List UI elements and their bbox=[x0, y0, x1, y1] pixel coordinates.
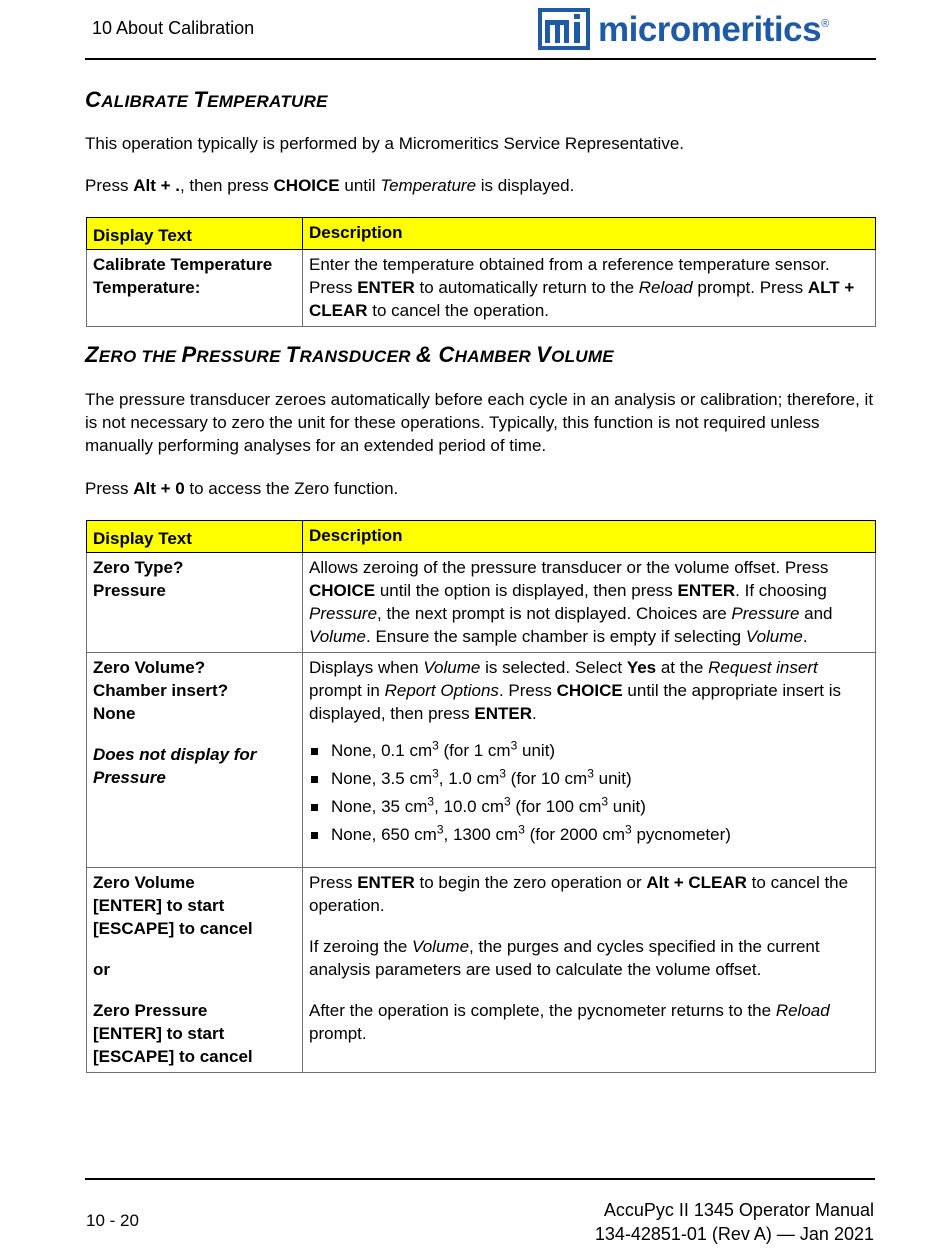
display-text-cell: Zero Type? Pressure bbox=[87, 553, 303, 653]
description-cell: Allows zeroing of the pressure transducer or the volume offset. Press CHOICE until the option is displayed, then press ENTER. If choosing Pressure, the next prompt is not displayed. Choices are Pressure and Volume. Ensure the sample chamber is empty if selecting Volume. bbox=[303, 553, 876, 653]
list-item: None, 650 $cm^3$, 1300 $cm^3$ (for 2000 $cm^3$ pycnometer) bbox=[309, 823, 869, 846]
section-title-zero-pressure-transducer: ZERO THE PRESSURE TRANSDUCER & CHAMBER VOLUME bbox=[85, 342, 614, 367]
table-row bbox=[87, 553, 876, 653]
list-item: None, 3.5 $cm^3$, 1.0 $cm^3$ (for 10 $cm^3$ unit) bbox=[309, 767, 869, 790]
header-description: Description bbox=[303, 521, 876, 553]
section-title-calibrate-temperature: CALIBRATE TEMPERATURE bbox=[85, 87, 328, 112]
registered-mark: ® bbox=[821, 18, 829, 30]
table-header-row bbox=[87, 521, 876, 553]
display-text-cell: Zero Volume? Chamber insert? None Does not display for Pressure bbox=[87, 653, 303, 868]
description-cell: Press ENTER to begin the zero operation or Alt + CLEAR to cancel the operation. If zeroing the Volume, the purges and cycles specified in the current analysis parameters are used to calculate the volume offset. After the operation is complete, the pycnometer returns to the Reload prompt. bbox=[303, 868, 876, 1073]
list-item: None, 35 $cm^3$, 10.0 $cm^3$ (for 100 $cm^3$ unit) bbox=[309, 795, 869, 818]
zero-function-table bbox=[86, 520, 876, 1073]
header-description: Description bbox=[303, 218, 876, 250]
calibrate-temperature-table bbox=[86, 217, 876, 327]
footer-rule bbox=[85, 1178, 875, 1180]
list-item: None, 0.1 $cm^3$ (for 1 $cm^3$ unit) bbox=[309, 739, 869, 762]
logo-text: micromeritics bbox=[598, 10, 822, 49]
header-display-text: Display Text bbox=[87, 218, 303, 250]
section2-press-instruction: Press Alt + 0 to access the Zero function. bbox=[85, 479, 399, 498]
logo-mark-icon bbox=[538, 8, 590, 50]
manual-info: AccuPyc II 1345 Operator Manual 134-42851-01 (Rev A) — Jan 2021 bbox=[594, 1200, 874, 1244]
header-rule bbox=[85, 58, 876, 60]
display-text-cell: Zero Volume [ENTER] to start [ESCAPE] to cancel or Zero Pressure [ENTER] to start [ESCAPE] to cancel bbox=[87, 868, 303, 1073]
page-number: 10 - 20 bbox=[86, 1211, 139, 1230]
section1-press-instruction: Press Alt + ., then press CHOICE until Temperature is displayed. bbox=[85, 176, 575, 195]
description-cell: Displays when Volume is selected. Select Yes at the Request insert prompt in Report Options. Press CHOICE until the appropriate insert is displayed, then press ENTER. None, 0.1 $cm^3$ (for 1 $cm^3$ unit) None, 3.5 $cm^3$, 1.0 $cm^3$ (for 10 $cm^3$ unit) None, 35 $cm^3$, 10.0 $cm^3$ (for 100 $cm^3$ unit) None, 650 $cm^3$, 1300 $cm^3$ (for 2000 $cm^3$ pycnometer) bbox=[303, 653, 876, 868]
section1-intro: This operation typically is performed by a Micromeritics Service Representative. bbox=[85, 134, 685, 153]
header-display-text: Display Text bbox=[87, 521, 303, 553]
table-row bbox=[87, 250, 876, 327]
description-cell: Enter the temperature obtained from a reference temperature sensor. Press ENTER to automatically return to the Reload prompt. Press ALT + CLEAR to cancel the operation. bbox=[303, 250, 876, 327]
table-row bbox=[87, 868, 876, 1073]
micromeritics-logo bbox=[538, 6, 829, 52]
table-row bbox=[87, 653, 876, 868]
display-text-cell: Calibrate Temperature Temperature: bbox=[87, 250, 303, 327]
section2-intro: The pressure transducer zeroes automatically before each cycle in an analysis or calibration; therefore, it is not necessary to zero the unit for these operations. Typically, this function is not required unless manually performing analyses for an extended period of time. bbox=[85, 390, 874, 455]
insert-options-list bbox=[309, 739, 869, 846]
table-header-row bbox=[87, 218, 876, 250]
chapter-title: 10 About Calibration bbox=[92, 18, 255, 38]
